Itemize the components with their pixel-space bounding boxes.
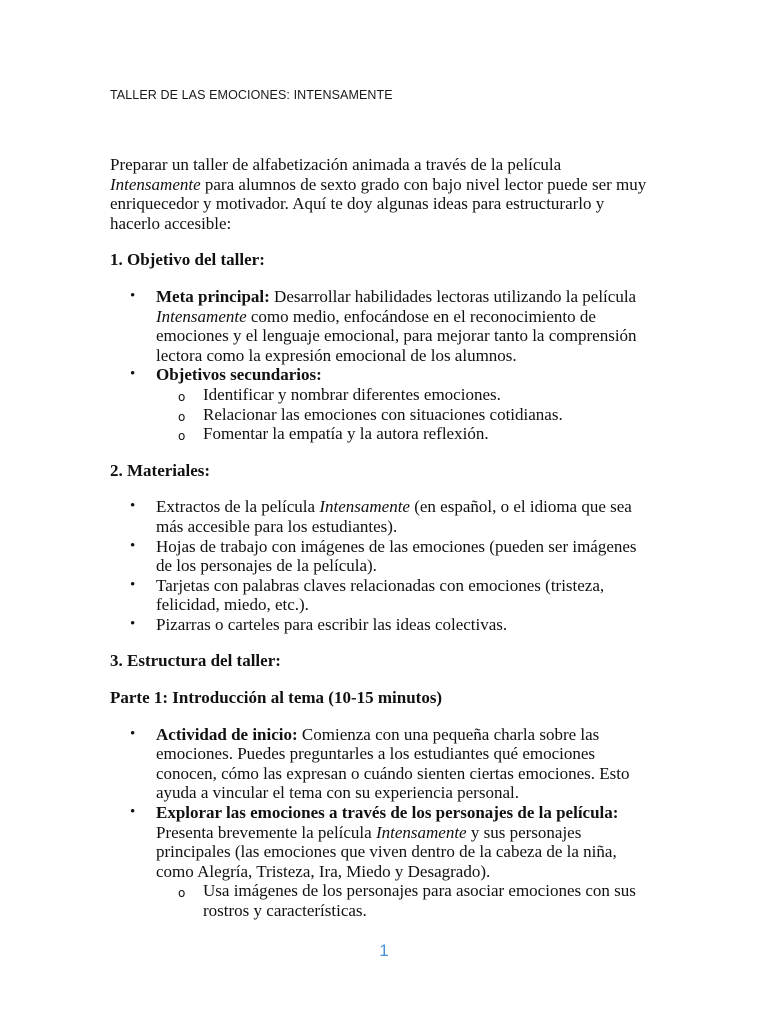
sub-list-item (156, 881, 650, 920)
explore-sublist (156, 881, 650, 920)
sub-list-item (156, 405, 650, 425)
circle-bullet-icon: o (178, 429, 186, 444)
explore-text-a: Presenta brevemente la película (156, 822, 376, 842)
secondary-goal-text: Relacionar las emociones con situaciones cotidianas. (203, 404, 563, 424)
list-item-secondary-goals (110, 365, 650, 443)
list-item-materials-2 (110, 537, 650, 576)
sub-list-item (156, 424, 650, 444)
activity-text: Comienza con una pequeña charla sobre las emociones. Puedes preguntarles a los estudiantes qué emociones conocen, cómo las expresan o cuándo sienten ciertas emociones. Esto ayuda a vincular el tema con su experiencia personal. (156, 724, 630, 803)
main-goal-text-b: como medio, enfocándose en el reconocimiento de emociones y el lenguaje emocional, para mejorar tanto la comprensión lectora como la expresión emocional de los alumnos. (156, 306, 637, 365)
activity-label: Actividad de inicio: (156, 724, 298, 744)
materials-2-text: Hojas de trabajo con imágenes de las emociones (pueden ser imágenes de los personajes de la película). (156, 536, 637, 576)
bullet-icon: • (130, 804, 136, 821)
materials-3-text: Tarjetas con palabras claves relacionadas con emociones (tristeza, felicidad, miedo, etc.). (156, 575, 605, 615)
bullet-icon: • (130, 725, 136, 742)
bullet-icon: • (130, 287, 136, 304)
section-1-heading: 1. Objetivo del taller: (110, 250, 265, 270)
circle-bullet-icon: o (178, 389, 186, 404)
document-header-title: TALLER DE LAS EMOCIONES: INTENSAMENTE (110, 88, 393, 102)
main-goal-label: Meta principal: (156, 286, 270, 306)
section-2-list (110, 497, 650, 634)
bullet-icon: • (130, 498, 136, 515)
materials-1-film-title: Intensamente (319, 497, 410, 517)
list-item-explore (110, 803, 650, 921)
section-1-list (110, 287, 650, 444)
circle-bullet-icon: o (178, 886, 186, 901)
explore-label: Explorar las emociones a través de los personajes de la película: (156, 803, 619, 823)
explore-sub-text: Usa imágenes de los personajes para asociar emociones con sus rostros y características. (203, 881, 636, 920)
list-item-main-goal (110, 287, 650, 365)
intro-text-a: Preparar un taller de alfabetización animada a través de la película (110, 155, 562, 174)
explore-text-b: y sus personajes principales (las emociones que viven dentro de la cabeza de la niña, como Alegría, Tristeza, Ira, Miedo y Desagrado). (156, 822, 617, 881)
bullet-icon: • (130, 576, 136, 593)
main-goal-text-a: Desarrollar habilidades lectoras utilizando la película (269, 286, 637, 306)
explore-film-title: Intensamente (375, 822, 467, 842)
section-2-heading: 2. Materiales: (110, 460, 211, 480)
section-3-heading: 3. Estructura del taller: (110, 651, 281, 671)
intro-paragraph (110, 155, 650, 233)
list-item-materials-3 (110, 576, 650, 615)
intro-text-b: para alumnos de sexto grado con bajo nivel lector puede ser muy enriquecedor y motivador. Aquí te doy algunas ideas para estructurarlo y hacerlo accesible: (110, 174, 647, 233)
intro-film-title: Intensamente (110, 174, 201, 194)
secondary-goals-label: Objetivos secundarios: (156, 365, 322, 385)
bullet-icon: • (130, 366, 136, 383)
secondary-goals-sublist (156, 385, 650, 444)
materials-4-text: Pizarras o carteles para escribir las ideas colectivas. (156, 614, 508, 634)
sub-list-item (156, 385, 650, 405)
part-1-heading: Parte 1: Introducción al tema (10-15 minutos) (110, 688, 443, 708)
secondary-goal-text: Identificar y nombrar diferentes emociones. (203, 384, 501, 404)
secondary-goal-text: Fomentar la empatía y la autora reflexión. (203, 424, 489, 444)
section-3-list (110, 725, 650, 921)
circle-bullet-icon: o (178, 409, 186, 424)
materials-1-text-a: Extractos de la película (156, 497, 320, 517)
materials-1-text-b: (en español, o el idioma que sea más accesible para los estudiantes). (156, 497, 632, 536)
list-item-materials-4 (110, 615, 650, 635)
list-item-activity (110, 725, 650, 803)
bullet-icon: • (130, 537, 136, 554)
page-number: 1 (379, 941, 389, 960)
list-item-materials-1 (110, 497, 650, 536)
main-goal-film-title: Intensamente (156, 306, 247, 326)
document-page (110, 86, 650, 938)
bullet-icon: • (130, 615, 136, 632)
